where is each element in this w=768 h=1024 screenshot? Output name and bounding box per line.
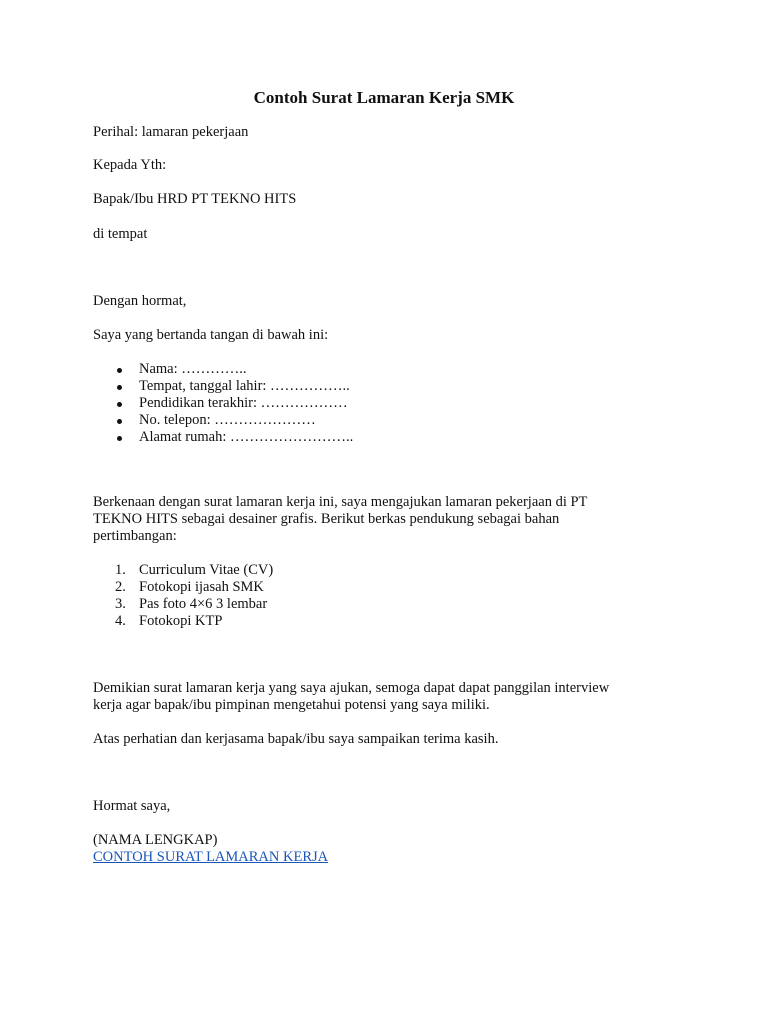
bullet-icon: [117, 436, 122, 441]
bullet-icon: [117, 402, 122, 407]
recipient-line: Bapak/Ibu HRD PT TEKNO HITS: [93, 191, 297, 207]
body-paragraph-line-1: Berkenaan dengan surat lamaran kerja ini, saya mengajukan lamaran pekerjaan di PT: [93, 494, 588, 510]
bullet-icon: [117, 419, 122, 424]
list-number: 2.: [115, 579, 126, 595]
list-item: 1. Curriculum Vitae (CV): [115, 562, 274, 578]
perihal-line: Perihal: lamaran pekerjaan: [93, 124, 249, 140]
body-paragraph-line-2: TEKNO HITS sebagai desainer grafis. Berikut berkas pendukung sebagai bahan: [93, 511, 560, 527]
list-item: 3. Pas foto 4×6 3 lembar: [115, 596, 268, 612]
thanks-line: Atas perhatian dan kerjasama bapak/ibu saya sampaikan terima kasih.: [93, 731, 499, 747]
list-item: 2. Fotokopi ijasah SMK: [115, 579, 264, 595]
sign-off-line: Hormat saya,: [93, 798, 171, 814]
bullet-icon: [117, 385, 122, 390]
intro-line: Saya yang bertanda tangan di bawah ini:: [93, 327, 329, 343]
list-item: 4. Fotokopi KTP: [115, 613, 223, 629]
list-item: Pendidikan terakhir: ………………: [93, 395, 353, 412]
list-number: 4.: [115, 613, 126, 629]
list-item: Alamat rumah: ……………………..: [93, 429, 353, 446]
list-number: 1.: [115, 562, 126, 578]
list-item: No. telepon: …………………: [93, 412, 353, 429]
list-item: Tempat, tanggal lahir: ……………..: [93, 378, 353, 395]
greeting-line: Dengan hormat,: [93, 293, 187, 309]
list-item: Nama: …………..: [93, 361, 353, 378]
berkas-list: [93, 562, 273, 630]
kepada-line: Kepada Yth:: [93, 157, 167, 173]
document-title: Contoh Surat Lamaran Kerja SMK: [253, 88, 515, 107]
tempat-line: di tempat: [93, 226, 148, 242]
closing-line-2: kerja agar bapak/ibu pimpinan mengetahui potensi yang saya miliki.: [93, 697, 490, 713]
list-number: 3.: [115, 596, 126, 612]
bullet-icon: [117, 368, 122, 373]
body-paragraph-line-3: pertimbangan:: [93, 528, 177, 544]
contoh-surat-link[interactable]: CONTOH SURAT LAMARAN KERJA: [93, 849, 329, 865]
biodata-list: [93, 361, 353, 446]
signature-name: (NAMA LENGKAP): [93, 832, 218, 848]
closing-line-1: Demikian surat lamaran kerja yang saya ajukan, semoga dapat dapat panggilan interview: [93, 680, 610, 696]
